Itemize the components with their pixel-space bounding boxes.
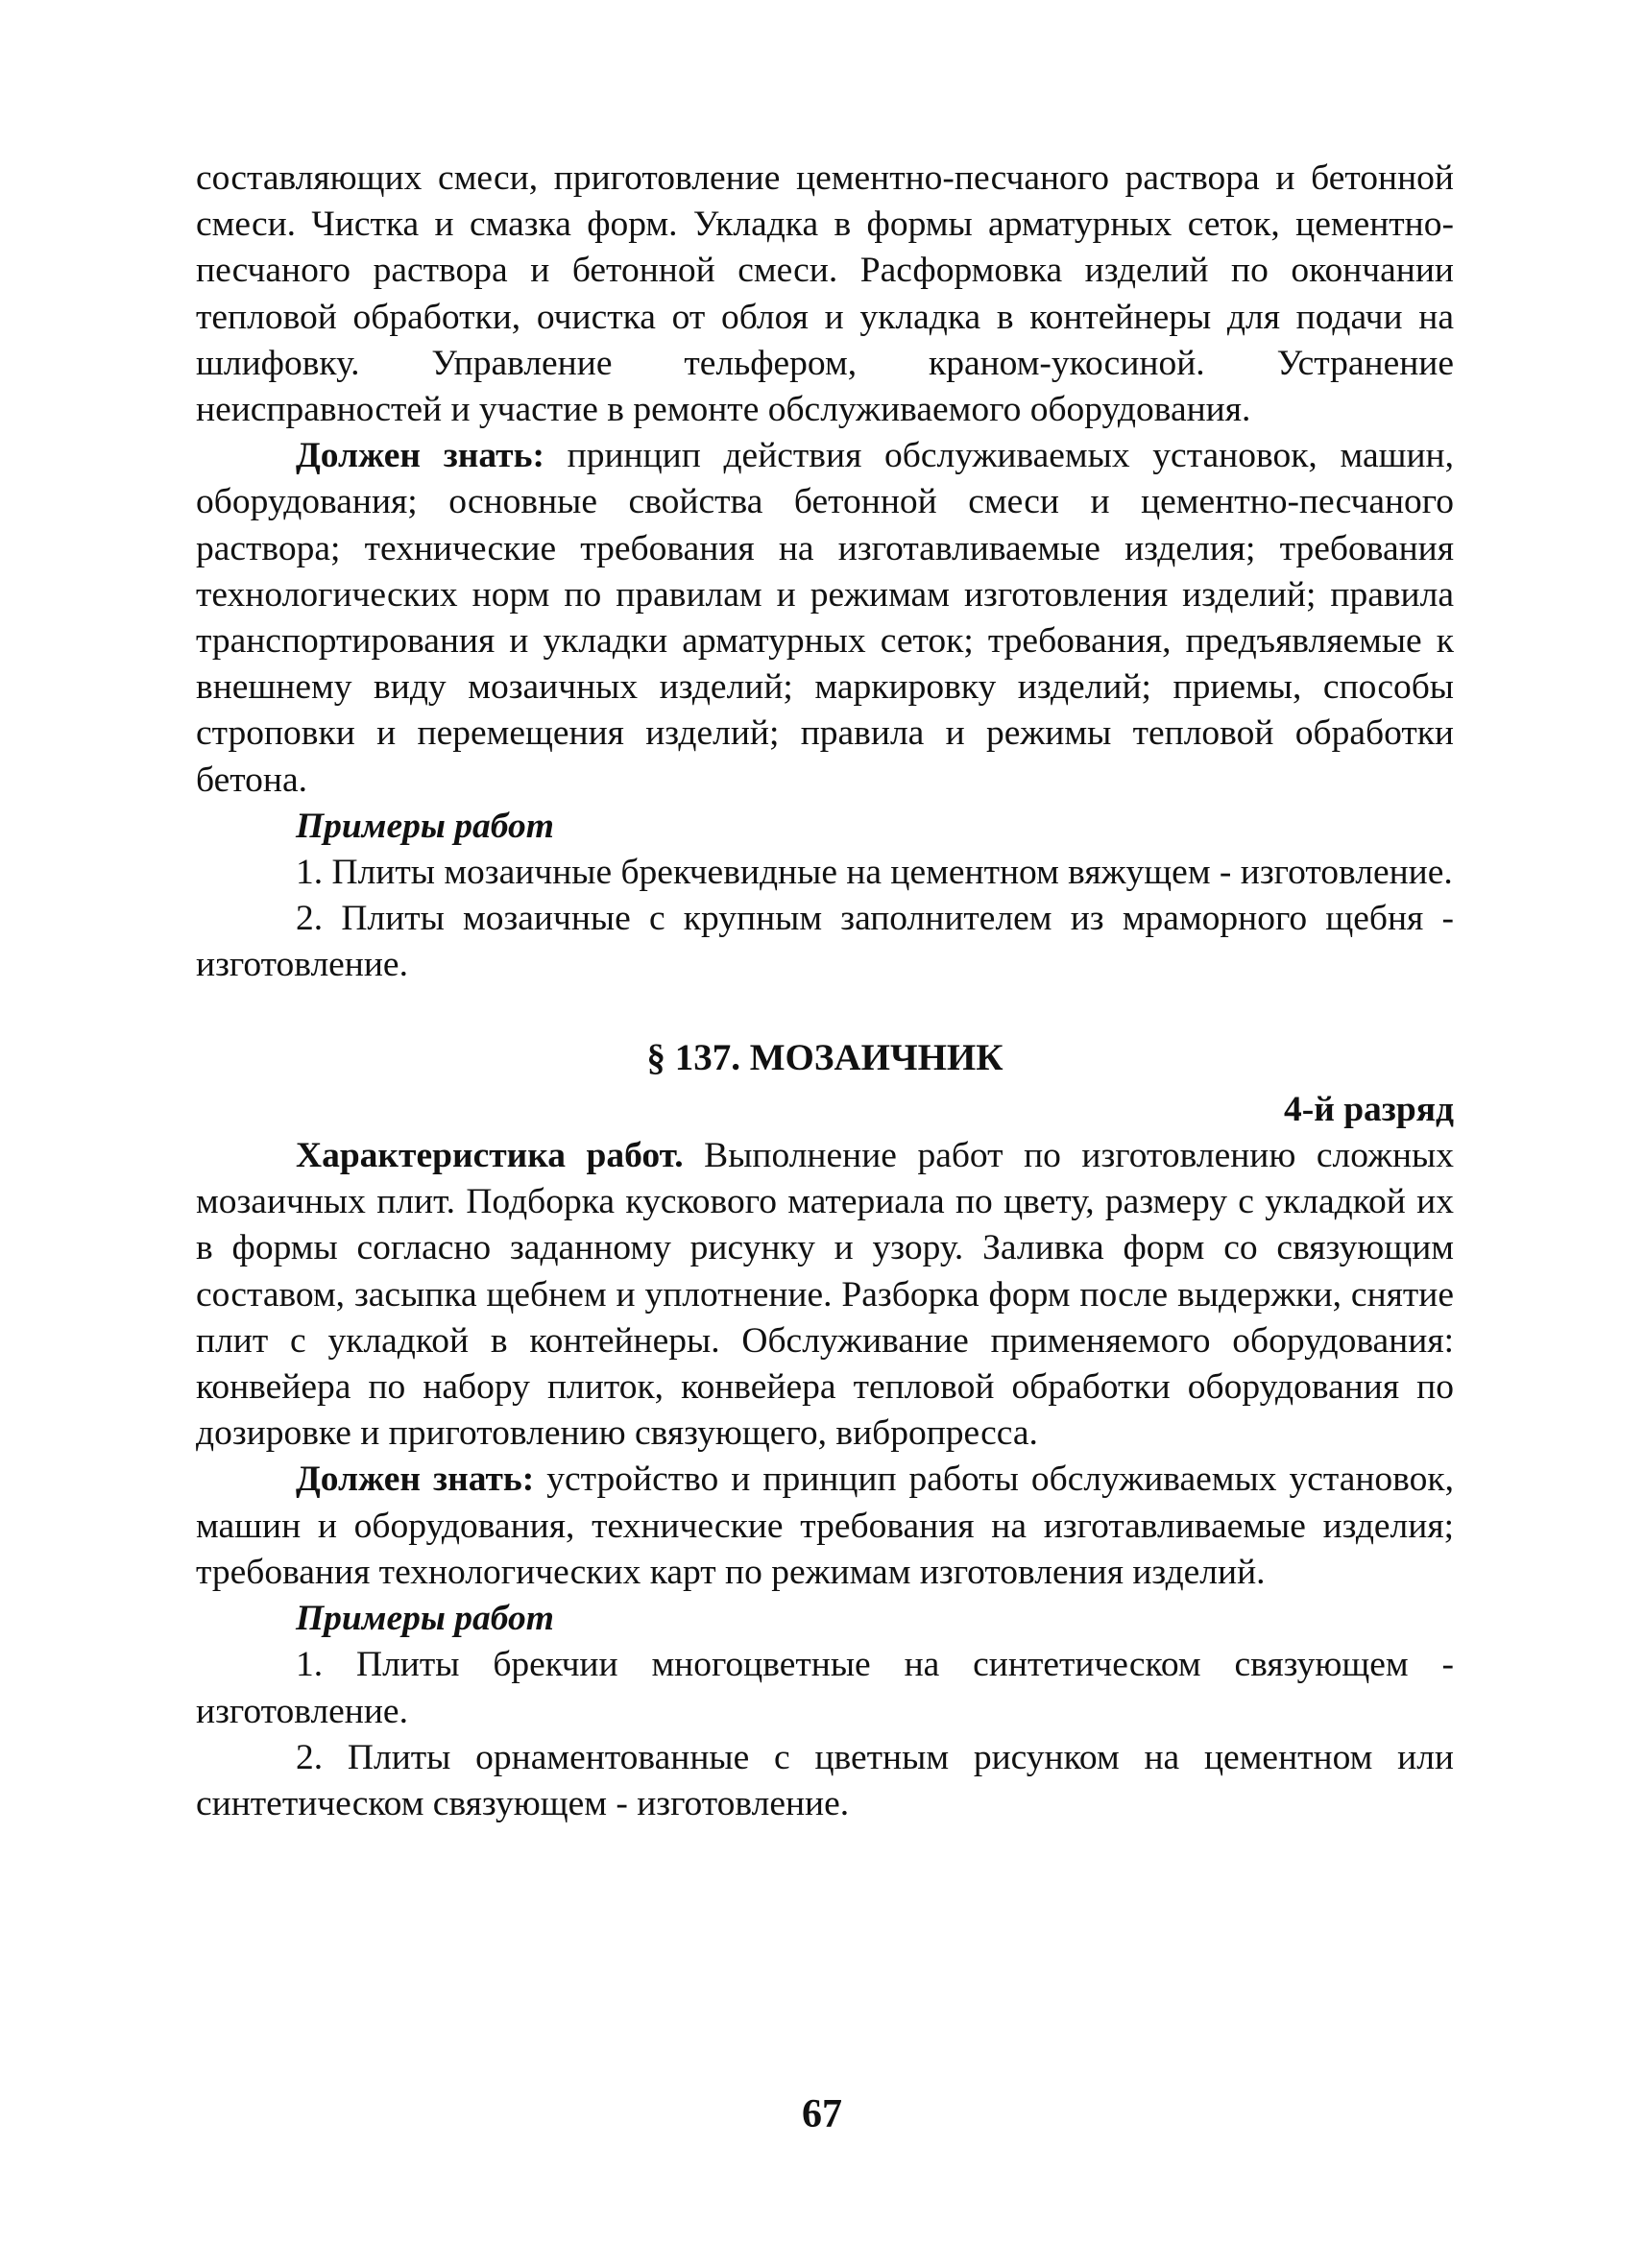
must-know-text: устройство и принцип работы обслуживаемых установок, машин и оборудования, технические требования на изготавливаемые изделия; требования технологических карт по режимам изготовления изделий. xyxy=(196,1460,1454,1592)
characteristics-text: Выполнение работ по изготовлению сложных мозаичных плит. Подборка кускового материала по цвету, размеру с укладкой их в формы согласно заданному рисунку и узору. Заливка форм со связующим составом, засыпка щебнем и уплотнение. Разборка форм после выдержки, снятие плит с укладкой в контейнеры. Обслуживание применяемого оборудования: конвейера по набору плиток, конвейера тепловой обработки оборудования по дозировке и приготовлению связующего, вибропресса. xyxy=(196,1136,1454,1454)
must-know-paragraph xyxy=(196,433,1454,804)
example-item: 1. Плиты мозаичные брекчевидные на цементном вяжущем - изготовление. xyxy=(296,853,1453,893)
must-know-paragraph xyxy=(196,1457,1454,1596)
characteristics-label: Характеристика работ. xyxy=(296,1136,684,1176)
section-heading: § 137. МОЗАИЧНИК xyxy=(646,1036,1003,1078)
example-item: 1. Плиты брекчии многоцветные на синтетическом связующем - изготовление. xyxy=(196,1645,1454,1731)
examples-label: Примеры работ xyxy=(296,806,554,846)
grade-label: 4-й разряд xyxy=(1283,1089,1454,1129)
examples-label: Примеры работ xyxy=(296,1599,554,1639)
continued-paragraph: составляющих смеси, приготовление цементно-песчаного раствора и бетонной смеси. Чистка и смазка форм. Укладка в формы арматурных сеток, цементно-песчаного раствора и бетонной смеси. Расформовка изделий по окончании тепловой обработки, очистка от облоя и укладка в контейнеры для подачи на шлифовку. Управление тельфером, краном-укосиной. Устранение неисправностей и участие в ремонте обслуживаемого оборудования. xyxy=(196,158,1454,430)
body-text xyxy=(196,156,1454,1827)
must-know-label: Должен знать: xyxy=(296,436,544,476)
page-number: 67 xyxy=(802,2092,842,2136)
must-know-text: принцип действия обслуживаемых установок, машин, оборудования; основные свойства бетонной смеси и цементно-песчаного раствора; технические требования на изготавливаемые изделия; требования технологических норм по правилам и режимам изготовления изделий; правила транспортирования и укладки арматурных сеток; требования, предъявляемые к внешнему виду мозаичных изделий; маркировку изделий; приемы, способы строповки и перемещения изделий; правила и режимы тепловой обработки бетона. xyxy=(196,436,1454,800)
characteristics-paragraph xyxy=(196,1133,1454,1457)
example-item: 2. Плиты мозаичные с крупным заполнителем из мраморного щебня - изготовление. xyxy=(196,899,1454,985)
must-know-label: Должен знать: xyxy=(296,1460,535,1500)
example-item: 2. Плиты орнаментованные с цветным рисунком на цементном или синтетическом связующем - изготовление. xyxy=(196,1737,1454,1823)
